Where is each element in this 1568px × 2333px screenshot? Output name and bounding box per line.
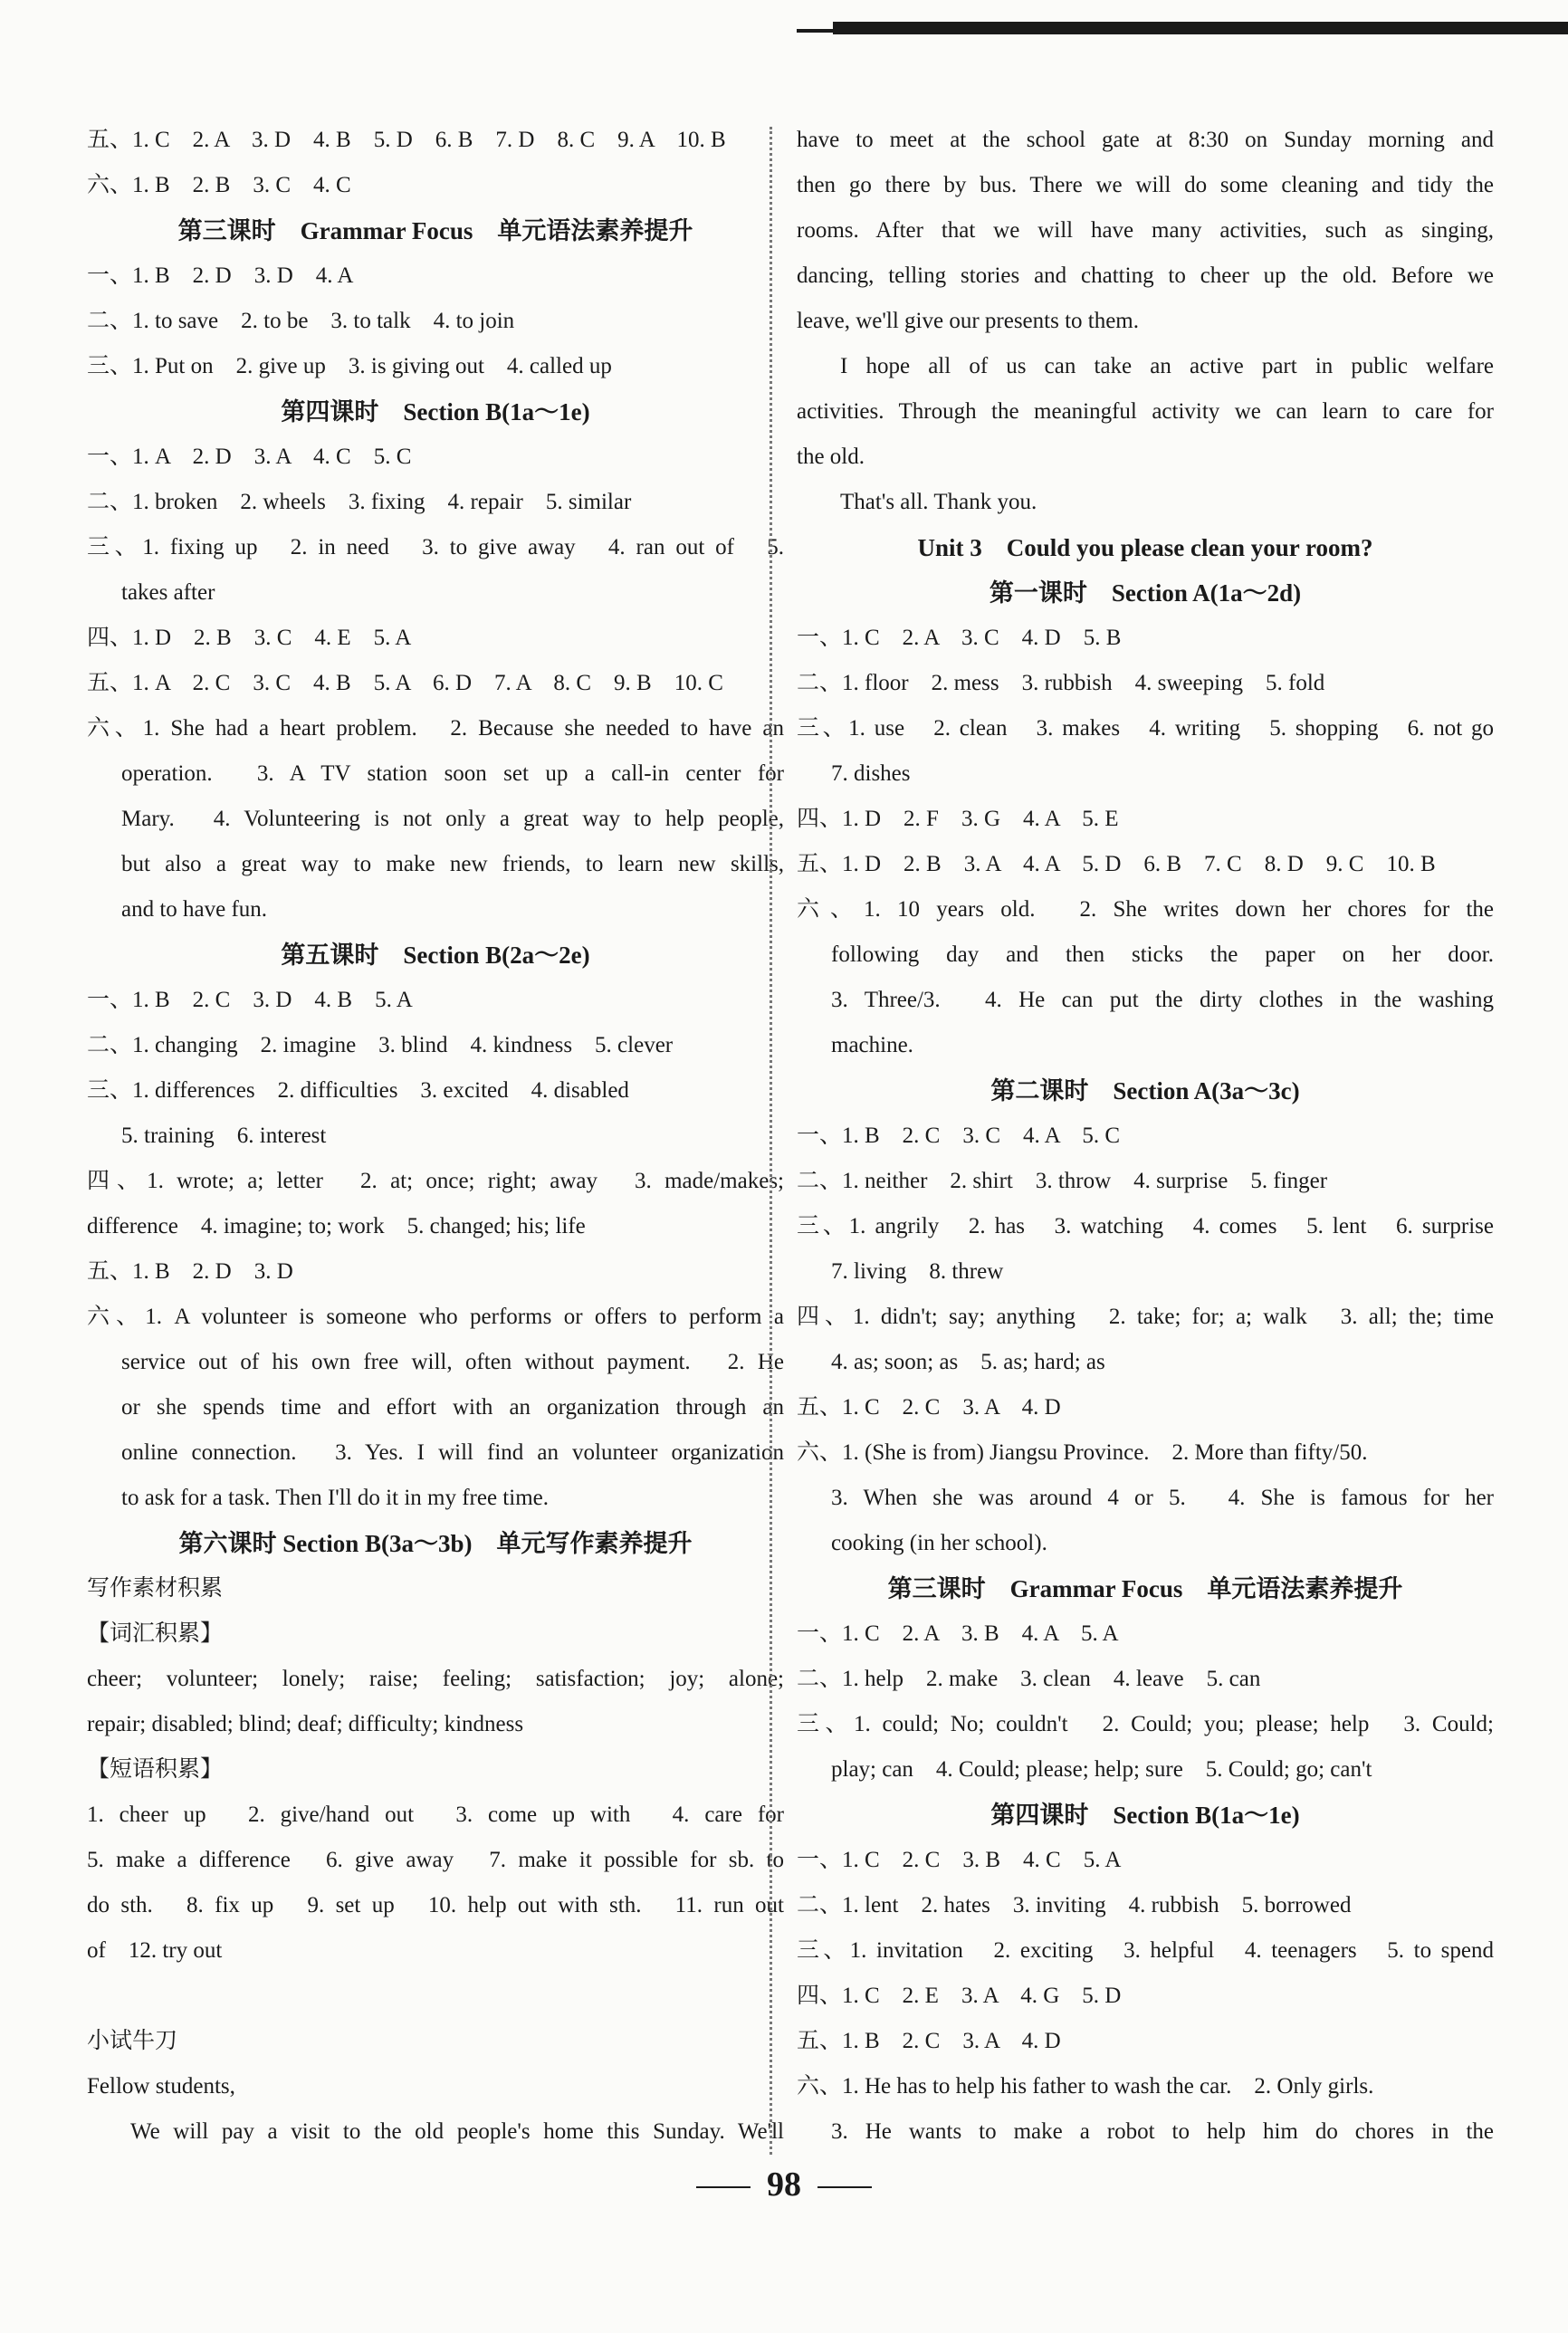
section-heading: 第一课时 Section A(1a～2d) [989, 579, 1302, 607]
answer-line: repair; disabled; blind; deaf; difficulty; kindness [87, 1712, 524, 1736]
answer-line: 四、1. C 2. E 3. A 4. G 5. D [797, 1984, 1122, 2008]
right-column [797, 118, 1494, 2155]
header-rule-thin [797, 29, 833, 33]
answer-line: 二、1. floor 2. mess 3. rubbish 4. sweeping 5. fold [797, 671, 1325, 695]
answer-line: 三、1. use 2. clean 3. makes 4. writing 5. shopping 6. not go [797, 716, 1494, 741]
answer-line: 五、1. D 2. B 3. A 4. A 5. D 6. B 7. C 8. D 9. C 10. B [797, 852, 1436, 876]
section-heading: Unit 3 Could you please clean your room? [917, 534, 1373, 561]
answer-line: 1. cheer up 2. give/hand out 3. come up with 4. care for [87, 1802, 784, 1827]
answer-line: 四、1. D 2. F 3. G 4. A 5. E [797, 807, 1119, 831]
footer-dash-right [817, 2186, 872, 2188]
answer-line: dancing, telling stories and chatting to cheer up the old. Before we [797, 263, 1494, 288]
section-heading: 第二课时 Section A(3a～3c) [990, 1077, 1300, 1104]
answer-line: 一、1. B 2. C 3. D 4. B 5. A [87, 988, 413, 1012]
spacer [87, 1974, 784, 2019]
answer-line-continued: 3. He wants to make a robot to help him do chores in the [831, 2119, 1494, 2144]
answer-line-continued: operation. 3. A TV station soon set up a call-in center for [121, 761, 784, 786]
answer-line: of 12. try out [87, 1938, 223, 1963]
answer-line: leave, we'll give our presents to them. [797, 309, 1140, 333]
answer-line: 二、1. to save 2. to be 3. to talk 4. to join [87, 309, 515, 333]
answer-line: 六、1. (She is from) Jiangsu Province. 2. More than fifty/50. [797, 1440, 1368, 1465]
answer-line: 四、1. didn't; say; anything 2. take; for; a; walk 3. all; the; time [797, 1305, 1494, 1329]
answer-line: 三、1. invitation 2. exciting 3. helpful 4. teenagers 5. to spend [797, 1938, 1494, 1963]
section-heading: 第四课时 Section B(1a～1e) [281, 398, 590, 425]
answer-line-continued: but also a great way to make new friends, to learn new skills, [121, 852, 784, 876]
answer-line: do sth. 8. fix up 9. set up 10. help out with sth. 11. run out [87, 1893, 784, 1917]
answer-line-continued: 7. living 8. threw [831, 1259, 1004, 1284]
answer-line: activities. Through the meaningful activity we can learn to care for [797, 399, 1494, 424]
paragraph-start: I hope all of us can take an active part in public welfare [840, 354, 1494, 378]
answer-line: difference 4. imagine; to; work 5. changed; his; life [87, 1214, 586, 1238]
answer-line: cheer; volunteer; lonely; raise; feeling; satisfaction; joy; alone; [87, 1667, 784, 1691]
subsection-label: 【短语积累】 [87, 1757, 224, 1782]
subsection-label: 【词汇积累】 [87, 1621, 224, 1646]
answer-line-continued: takes after [121, 580, 215, 605]
answer-line: 四、1. D 2. B 3. C 4. E 5. A [87, 626, 412, 650]
section-heading: 第三课时 Grammar Focus 单元语法素养提升 [887, 1575, 1403, 1602]
answer-line: 四、1. wrote; a; letter 2. at; once; right; away 3. made/makes; [87, 1169, 784, 1193]
answer-line: 三、1. differences 2. difficulties 3. excited 4. disabled [87, 1078, 629, 1103]
answer-line-continued: 7. dishes [831, 761, 911, 786]
answer-line: 二、1. changing 2. imagine 3. blind 4. kindness 5. clever [87, 1033, 674, 1057]
answer-line: 一、1. A 2. D 3. A 4. C 5. C [87, 445, 412, 469]
section-heading: 第三课时 Grammar Focus 单元语法素养提升 [177, 217, 693, 244]
answer-line-continued: 3. Three/3. 4. He can put the dirty clothes in the washing [831, 988, 1494, 1012]
header-rule [833, 22, 1568, 34]
answer-line: 六、1. B 2. B 3. C 4. C [87, 173, 351, 197]
paragraph-start: We will pay a visit to the old people's home this Sunday. We'll [130, 2119, 784, 2144]
section-heading: 第六课时 Section B(3a～3b) 单元写作素养提升 [178, 1530, 693, 1557]
answer-line: then go there by bus. There we will do some cleaning and tidy the [797, 173, 1494, 197]
answer-line-continued: cooking (in her school). [831, 1531, 1047, 1555]
answer-line: Fellow students, [87, 2074, 235, 2099]
answer-line: 二、1. broken 2. wheels 3. fixing 4. repair 5. similar [87, 490, 632, 514]
answer-line: 五、1. B 2. C 3. A 4. D [797, 2029, 1061, 2053]
subsection-label: 小试牛刀 [87, 2029, 178, 2053]
answer-line: 一、1. C 2. C 3. B 4. C 5. A [797, 1848, 1122, 1872]
answer-line: 六、1. He has to help his father to wash the car. 2. Only girls. [797, 2074, 1374, 2099]
page-number: 98 [767, 2166, 801, 2204]
answer-line-continued: 5. training 6. interest [121, 1123, 327, 1148]
page-footer [0, 2159, 1568, 2210]
answer-line: 三、1. angrily 2. has 3. watching 4. comes 5. lent 6. surprise [797, 1214, 1494, 1238]
answer-line: 一、1. C 2. A 3. C 4. D 5. B [797, 626, 1122, 650]
footer-dash-left [696, 2186, 751, 2188]
answer-line-continued: and to have fun. [121, 897, 268, 922]
subsection-label: 写作素材积累 [87, 1576, 224, 1601]
answer-line: 五、1. C 2. C 3. A 4. D [797, 1395, 1061, 1420]
answer-line-continued: following day and then sticks the paper on her door. [831, 942, 1494, 967]
answer-line-continued: 4. as; soon; as 5. as; hard; as [831, 1350, 1105, 1374]
left-column [87, 118, 784, 2155]
answer-line: 二、1. neither 2. shirt 3. throw 4. surprise 5. finger [797, 1169, 1328, 1193]
answer-line: 一、1. B 2. D 3. D 4. A [87, 263, 354, 288]
answer-line-continued: to ask for a task. Then I'll do it in my free time. [121, 1486, 549, 1510]
answer-line: 五、1. A 2. C 3. C 4. B 5. A 6. D 7. A 8. C 9. B 10. C [87, 671, 723, 695]
section-heading: 第五课时 Section B(2a～2e) [281, 942, 590, 969]
answer-line: 三、1. Put on 2. give up 3. is giving out 4. called up [87, 354, 612, 378]
answer-line: 六、1. She had a heart problem. 2. Because she needed to have an [87, 716, 784, 741]
answer-line: 二、1. help 2. make 3. clean 4. leave 5. can [797, 1667, 1261, 1691]
answer-line-continued: 3. When she was around 4 or 5. 4. She is famous for her [831, 1486, 1494, 1510]
answer-line: 二、1. lent 2. hates 3. inviting 4. rubbish 5. borrowed [797, 1893, 1352, 1917]
answer-line-continued: Mary. 4. Volunteering is not only a great way to help people, [121, 807, 784, 831]
answer-line: 一、1. B 2. C 3. C 4. A 5. C [797, 1123, 1120, 1148]
answer-line: 六、1. A volunteer is someone who performs or offers to perform a [87, 1305, 784, 1329]
answer-line-continued: online connection. 3. Yes. I will find an volunteer organization [121, 1440, 784, 1465]
answer-line: 5. make a difference 6. give away 7. make it possible for sb. to [87, 1848, 784, 1872]
section-heading: 第四课时 Section B(1a～1e) [990, 1802, 1300, 1829]
answer-line: 五、1. B 2. D 3. D [87, 1259, 293, 1284]
answer-line: have to meet at the school gate at 8:30 on Sunday morning and [797, 128, 1494, 152]
answer-line-continued: or she spends time and effort with an organization through an [121, 1395, 784, 1420]
answer-line-continued: play; can 4. Could; please; help; sure 5. Could; go; can't [831, 1757, 1372, 1782]
paragraph-start: That's all. Thank you. [840, 490, 1037, 514]
column-divider [770, 127, 772, 2155]
answer-line-continued: service out of his own free will, often without payment. 2. He [121, 1350, 784, 1374]
answer-line: the old. [797, 445, 865, 469]
answer-line-continued: machine. [831, 1033, 913, 1057]
answer-line: 三、1. fixing up 2. in need 3. to give away 4. ran out of 5. [87, 535, 784, 559]
answer-line: rooms. After that we will have many activities, such as singing, [797, 218, 1494, 243]
answer-line: 六、1. 10 years old. 2. She writes down her chores for the [797, 897, 1494, 922]
answer-line: 三、1. could; No; couldn't 2. Could; you; please; help 3. Could; [797, 1712, 1494, 1736]
answer-line: 五、1. C 2. A 3. D 4. B 5. D 6. B 7. D 8. C 9. A 10. B [87, 128, 726, 152]
answer-line: 一、1. C 2. A 3. B 4. A 5. A [797, 1621, 1119, 1646]
